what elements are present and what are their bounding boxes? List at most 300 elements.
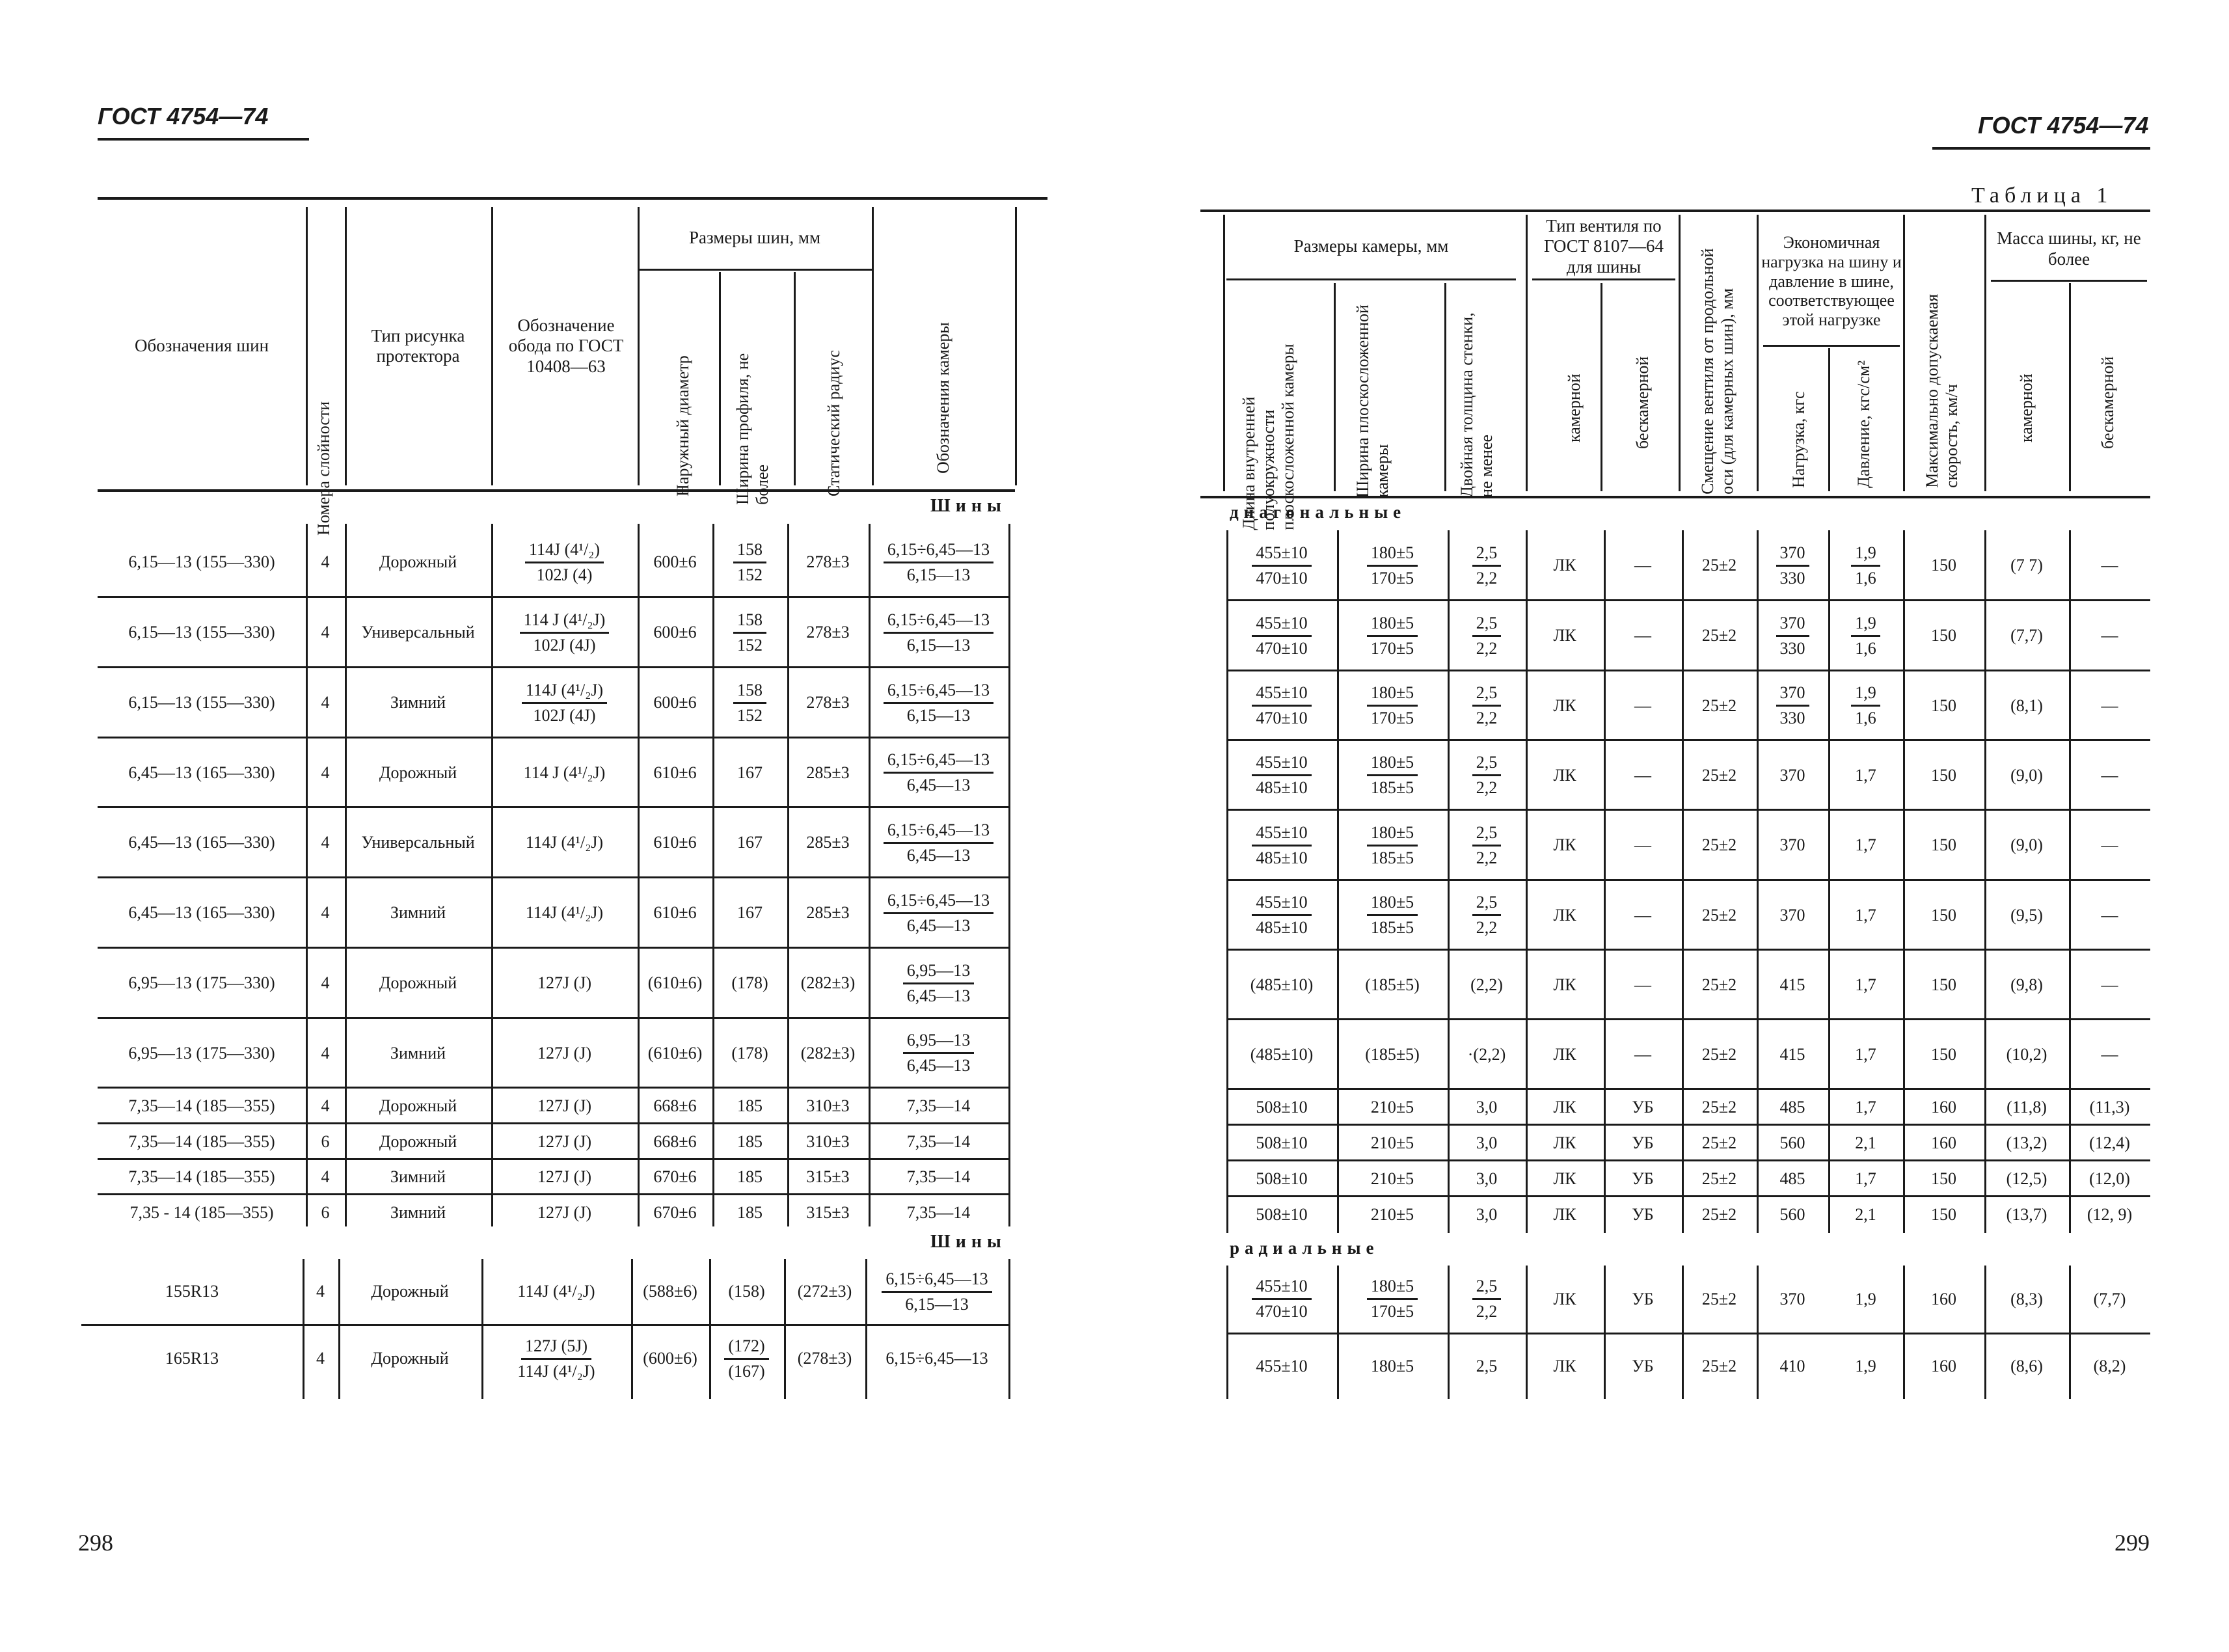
- row-tube: [869, 807, 1008, 878]
- right-header-rule: [1932, 147, 2150, 150]
- row-tread: Зимний: [390, 1043, 446, 1063]
- row-width: [712, 668, 787, 738]
- left-page-number: 298: [78, 1530, 113, 1556]
- row-rim-bottom: 102J (4): [536, 565, 593, 584]
- row-width: 167: [737, 903, 763, 923]
- radial-row-width: (158): [728, 1282, 765, 1301]
- row-wall-top: 2,5: [1472, 753, 1502, 776]
- right-section-label-1: диагональные: [1230, 502, 1407, 522]
- row-length-bottom: 485±10: [1256, 778, 1308, 797]
- row-speed: 150: [1931, 1204, 1956, 1224]
- row-length-top: 455±10: [1252, 823, 1311, 846]
- row-load: 485: [1779, 1097, 1805, 1117]
- row-valve-tube: ЛК: [1553, 835, 1576, 855]
- row-tube: 7,35—14: [906, 1096, 971, 1115]
- row-ply: 6: [321, 1131, 330, 1151]
- row-ply: 4: [321, 763, 330, 782]
- row-rim-top: 114J (4¹/₂): [525, 540, 604, 563]
- row-length: 508±10: [1256, 1133, 1308, 1152]
- row-ply: 4: [321, 623, 330, 642]
- row-wall-bottom: 2,2: [1476, 918, 1498, 937]
- row-wall-bottom: 2,2: [1476, 778, 1498, 797]
- col-header-tube: Обозначения камеры: [934, 322, 953, 474]
- col-header-static-radius: Статический радиус: [824, 350, 844, 496]
- row-wall: 3,0: [1476, 1204, 1498, 1224]
- row-flat-width-top: 180±5: [1367, 893, 1418, 916]
- row-flat-width: 210±5: [1370, 1169, 1414, 1188]
- row-speed: 150: [1931, 556, 1956, 575]
- row-valve-tube: ЛК: [1553, 1097, 1576, 1117]
- row-outer-diameter: 670±6: [653, 1202, 697, 1222]
- row-wall: ·(2,2): [1467, 1044, 1506, 1064]
- row-tube-bottom: 6,45—13: [906, 986, 971, 1005]
- table-label: Таблица 1: [1971, 183, 2113, 208]
- radial-row-mass-tubeless: (7,7): [2093, 1289, 2126, 1308]
- row-mass-tubeless: —: [2101, 835, 2118, 855]
- radial-row-width: [709, 1326, 784, 1391]
- row-rim: 114J (4¹/₂J): [525, 903, 604, 923]
- row-valve-tube: ЛК: [1553, 1204, 1576, 1224]
- row-rim-top: 114 J (4¹/₂J): [520, 610, 610, 634]
- row-pressure: 1,7: [1855, 765, 1876, 785]
- radial-row-flat-width: [1337, 1266, 1448, 1333]
- row-ply: 4: [321, 693, 330, 712]
- row-wall-top: 2,5: [1472, 543, 1502, 567]
- row-outer-diameter: 600±6: [653, 552, 697, 572]
- row-length-top: 455±10: [1252, 543, 1311, 567]
- row-wall: [1448, 601, 1526, 671]
- row-width: 185: [737, 1131, 763, 1151]
- row-valve-tubeless: —: [1634, 1044, 1651, 1064]
- row-pressure: [1828, 530, 1903, 601]
- row-rim: 114 J (4¹/₂J): [523, 763, 606, 782]
- radial-row-mass-tubeless: (8,2): [2093, 1357, 2126, 1376]
- col-header-tubeless: бескамерной: [1633, 356, 1653, 449]
- row-mass-tubeless: —: [2101, 556, 2118, 575]
- row-mass-tubeless: (12, 9): [2087, 1204, 2133, 1224]
- row-wall-bottom: 2,2: [1476, 709, 1498, 727]
- row-flat-width-bottom: 185±5: [1370, 918, 1414, 937]
- row-tube-top: 6,15÷6,45—13: [884, 750, 993, 774]
- row-width: (178): [731, 973, 768, 993]
- row-wall: [1448, 810, 1526, 880]
- row-load-bottom: 330: [1779, 568, 1805, 588]
- row-valve-tubeless: —: [1634, 905, 1651, 925]
- row-speed: 150: [1931, 696, 1956, 715]
- row-pressure: 2,1: [1855, 1133, 1876, 1152]
- row-offset: 25±2: [1701, 765, 1737, 785]
- row-static-radius: 278±3: [806, 623, 850, 642]
- row-rim-bottom: 102J (4J): [533, 705, 596, 725]
- row-outer-diameter: 610±6: [653, 833, 697, 852]
- row-designation: 6,45—13 (165—330): [128, 833, 275, 852]
- row-tread: Дорожный: [379, 973, 457, 993]
- row-load-top: 370: [1776, 543, 1809, 567]
- row-flat-width-top: 180±5: [1367, 614, 1418, 637]
- row-length: [1226, 740, 1337, 810]
- row-load: 370: [1779, 765, 1805, 785]
- row-mass-tubeless: —: [2101, 975, 2118, 994]
- left-section-label-1: Шины: [930, 496, 1006, 516]
- row-valve-tubeless: —: [1634, 696, 1651, 715]
- row-mass-tubeless: —: [2101, 905, 2118, 925]
- col-header-tube-sizes-group: Размеры камеры, мм: [1293, 236, 1449, 256]
- row-mass-tube: (9,5): [2010, 905, 2043, 925]
- row-flat-width-top: 180±5: [1367, 823, 1418, 846]
- row-tube: [869, 878, 1008, 948]
- row-valve-tube: ЛК: [1553, 1133, 1576, 1152]
- radial-row-mass-tube: (8,6): [2010, 1357, 2043, 1376]
- row-load-top: 370: [1776, 683, 1809, 707]
- row-designation: 6,95—13 (175—330): [128, 1043, 275, 1063]
- col-header-flat-width: Ширина плоскосложенной камеры: [1353, 305, 1392, 498]
- row-length: [1226, 530, 1337, 601]
- row-tube-bottom: 6,45—13: [906, 1056, 971, 1075]
- row-wall: 3,0: [1476, 1133, 1498, 1152]
- row-wall-top: 2,5: [1472, 823, 1502, 846]
- row-outer-diameter: 610±6: [653, 763, 697, 782]
- row-tube-bottom: 6,15—13: [906, 565, 971, 584]
- row-length-bottom: 470±10: [1256, 709, 1308, 727]
- row-width-top: 158: [733, 681, 766, 704]
- row-tread: Дорожный: [379, 1096, 457, 1115]
- row-rim: 114J (4¹/₂J): [525, 833, 604, 852]
- row-mass-tubeless: —: [2101, 626, 2118, 645]
- radial-row-valve-tube: ЛК: [1553, 1289, 1576, 1308]
- row-designation: 6,45—13 (165—330): [128, 903, 275, 923]
- row-offset: 25±2: [1701, 975, 1737, 994]
- row-length: [1226, 671, 1337, 740]
- row-designation: 7,35—14 (185—355): [128, 1131, 275, 1151]
- row-designation: 6,15—13 (155—330): [128, 693, 275, 712]
- row-length-top: 455±10: [1252, 753, 1311, 776]
- row-flat-width-top: 180±5: [1367, 753, 1418, 776]
- row-tube: 7,35—14: [906, 1202, 971, 1222]
- row-offset: 25±2: [1701, 1169, 1737, 1188]
- row-speed: 150: [1931, 905, 1956, 925]
- radial-row-designation: 165R13: [165, 1349, 219, 1368]
- radial-row-static-radius: (278±3): [797, 1349, 852, 1368]
- row-outer-diameter: 610±6: [653, 903, 697, 923]
- row-static-radius: 315±3: [806, 1167, 850, 1187]
- radial-row-outer-diameter: (588±6): [643, 1282, 697, 1301]
- row-load: [1757, 601, 1828, 671]
- row-mass-tubeless: (11,3): [2089, 1097, 2130, 1117]
- row-flat-width: (185±5): [1365, 975, 1420, 994]
- row-designation: 7,35 - 14 (185—355): [129, 1202, 274, 1222]
- radial-row-pressure: 1,9: [1855, 1357, 1876, 1376]
- radial-row-speed: 160: [1931, 1289, 1956, 1308]
- row-length: 508±10: [1256, 1169, 1308, 1188]
- radial-row-rim-bottom: 114J (4¹/₂J): [517, 1361, 595, 1381]
- row-tread: Универсальный: [361, 833, 475, 852]
- row-mass-tube: (9,0): [2010, 835, 2043, 855]
- row-outer-diameter: 668±6: [653, 1096, 697, 1115]
- row-mass-tube: (12,5): [2006, 1169, 2047, 1188]
- row-flat-width-bottom: 170±5: [1370, 709, 1414, 727]
- row-rim: 127J (J): [537, 1043, 592, 1063]
- row-flat-width-bottom: 170±5: [1370, 638, 1414, 658]
- row-static-radius: (282±3): [800, 1043, 856, 1063]
- row-mass-tube: (11,8): [2006, 1097, 2047, 1117]
- row-speed: 150: [1931, 975, 1956, 994]
- row-mass-tube: (13,2): [2006, 1133, 2047, 1152]
- row-rim: 127J (J): [537, 1167, 592, 1187]
- row-tube-top: 6,15÷6,45—13: [884, 820, 993, 844]
- row-ply: 6: [321, 1202, 330, 1222]
- right-page-number: 299: [2114, 1530, 2150, 1556]
- row-designation: 6,45—13 (165—330): [128, 763, 275, 782]
- row-wall-top: 2,5: [1472, 893, 1502, 916]
- row-flat-width: 210±5: [1370, 1133, 1414, 1152]
- radial-row-wall: 2,5: [1476, 1357, 1498, 1376]
- row-ply: 4: [321, 973, 330, 993]
- radial-row-rim: 114J (4¹/₂J): [517, 1282, 595, 1301]
- row-designation: 6,15—13 (155—330): [128, 552, 275, 572]
- row-tread: Дорожный: [379, 763, 457, 782]
- radial-row-offset: 25±2: [1701, 1357, 1737, 1376]
- row-pressure: 1,7: [1855, 1097, 1876, 1117]
- row-designation: 6,95—13 (175—330): [128, 973, 275, 993]
- col-header-rim: Обозначение обода по ГОСТ 10408—63: [508, 316, 624, 376]
- radial-row-length: 455±10: [1256, 1357, 1308, 1376]
- row-ply: 4: [321, 1043, 330, 1063]
- row-wall-bottom: 2,2: [1476, 848, 1498, 867]
- row-valve-tube: ЛК: [1553, 556, 1576, 575]
- row-tube-top: 6,15÷6,45—13: [884, 681, 993, 704]
- row-rim-top: 114J (4¹/₂J): [522, 681, 607, 704]
- col-header-length: Длина внутренней полуокружности плоскосложенной камеры: [1239, 344, 1297, 530]
- col-header-mass-group: Масса шины, кг, не более: [1997, 228, 2141, 269]
- row-mass-tube: (9,8): [2010, 975, 2043, 994]
- row-length: 508±10: [1256, 1204, 1308, 1224]
- row-flat-width: 210±5: [1370, 1204, 1414, 1224]
- row-valve-tubeless: —: [1634, 626, 1651, 645]
- row-mass-tube: (7,7): [2010, 626, 2043, 645]
- row-width: 167: [737, 763, 763, 782]
- row-load: 560: [1779, 1133, 1805, 1152]
- radial-row-tube-bottom: 6,15—13: [905, 1294, 969, 1314]
- row-offset: 25±2: [1701, 626, 1737, 645]
- row-pressure: 1,7: [1855, 1169, 1876, 1188]
- radial-row-outer-diameter: (600±6): [643, 1349, 697, 1368]
- radial-row-valve-tube: ЛК: [1553, 1357, 1576, 1376]
- row-load: 415: [1779, 975, 1805, 994]
- radial-row-offset: 25±2: [1701, 1289, 1737, 1308]
- row-designation: 6,15—13 (155—330): [128, 623, 275, 642]
- row-valve-tube: ЛК: [1553, 905, 1576, 925]
- radial-row-load: 410: [1779, 1357, 1805, 1376]
- radial-row-length: [1226, 1266, 1337, 1333]
- radial-row-flat-width-top: 180±5: [1367, 1277, 1418, 1300]
- row-offset: 25±2: [1701, 556, 1737, 575]
- row-static-radius: (282±3): [800, 973, 856, 993]
- row-offset: 25±2: [1701, 835, 1737, 855]
- radial-row-tread: Дорожный: [371, 1282, 449, 1301]
- row-ply: 4: [321, 552, 330, 572]
- radial-row-ply: 4: [316, 1282, 325, 1301]
- radial-row-wall-bottom: 2,2: [1476, 1302, 1498, 1321]
- row-pressure-top: 1,9: [1851, 543, 1880, 567]
- row-length: [1226, 601, 1337, 671]
- row-load-bottom: 330: [1779, 709, 1805, 727]
- row-speed: 150: [1931, 765, 1956, 785]
- radial-row-tube-top: 6,15÷6,45—13: [882, 1269, 992, 1293]
- row-width-bottom: 152: [737, 565, 763, 584]
- row-static-radius: 285±3: [806, 903, 850, 923]
- row-length-bottom: 470±10: [1256, 568, 1308, 588]
- radial-row-width-bottom: (167): [728, 1361, 765, 1381]
- row-mass-tubeless: (12,4): [2089, 1133, 2130, 1152]
- row-width: (178): [731, 1043, 768, 1063]
- row-outer-diameter: 670±6: [653, 1167, 697, 1187]
- row-offset: 25±2: [1701, 1097, 1737, 1117]
- row-wall: (2,2): [1470, 975, 1503, 994]
- right-page-header: ГОСТ 4754—74: [1978, 112, 2149, 139]
- row-width: [712, 597, 787, 668]
- row-static-radius: 278±3: [806, 552, 850, 572]
- radial-row-tube: [865, 1259, 1008, 1324]
- row-width-top: 158: [733, 610, 766, 634]
- col-header-pressure: Давление, кгс/см²: [1854, 360, 1874, 488]
- row-mass-tube: (9,0): [2010, 765, 2043, 785]
- row-flat-width-top: 180±5: [1367, 543, 1418, 567]
- row-tread: Зимний: [390, 903, 446, 923]
- row-mass-tube: (8,1): [2010, 696, 2043, 715]
- radial-row-flat-width: 180±5: [1370, 1357, 1414, 1376]
- row-flat-width: [1337, 601, 1448, 671]
- row-pressure-top: 1,9: [1851, 683, 1880, 707]
- row-ply: 4: [321, 833, 330, 852]
- row-rim: 127J (J): [537, 1202, 592, 1222]
- row-pressure: 1,7: [1855, 905, 1876, 925]
- col-header-tube-type: камерной: [1565, 373, 1584, 442]
- col-header-valve-group: Тип вентиля по ГОСТ 8107—64 для шины: [1543, 216, 1664, 277]
- row-valve-tubeless: УБ: [1632, 1097, 1654, 1117]
- row-flat-width: [1337, 880, 1448, 950]
- row-tube: [869, 738, 1008, 807]
- left-section-label-2: Шины: [930, 1232, 1006, 1252]
- row-flat-width: 210±5: [1370, 1097, 1414, 1117]
- row-rim: 127J (J): [537, 1131, 592, 1151]
- row-tread: Дорожный: [379, 1131, 457, 1151]
- row-rim: [491, 527, 638, 597]
- col-header-load: Нагрузка, кгс: [1789, 391, 1809, 488]
- col-header-tread: Тип рисунка протектора: [371, 325, 465, 366]
- row-tread: Зимний: [390, 1202, 446, 1222]
- row-flat-width: [1337, 810, 1448, 880]
- radial-row-flat-width-bottom: 170±5: [1370, 1302, 1414, 1321]
- row-speed: 150: [1931, 1044, 1956, 1064]
- row-length-top: 455±10: [1252, 683, 1311, 707]
- row-length-top: 455±10: [1252, 893, 1311, 916]
- row-load: 485: [1779, 1169, 1805, 1188]
- row-pressure: [1828, 601, 1903, 671]
- col-header-designation: Обозначения шин: [134, 336, 269, 356]
- row-offset: 25±2: [1701, 1133, 1737, 1152]
- row-designation: 7,35—14 (185—355): [128, 1167, 275, 1187]
- row-ply: 4: [321, 1096, 330, 1115]
- row-valve-tube: ЛК: [1553, 626, 1576, 645]
- row-load: [1757, 671, 1828, 740]
- row-tube-bottom: 6,15—13: [906, 705, 971, 725]
- left-page-header: ГОСТ 4754—74: [98, 103, 269, 129]
- row-mass-tubeless: —: [2101, 1044, 2118, 1064]
- row-wall: [1448, 740, 1526, 810]
- radial-row-static-radius: (272±3): [797, 1282, 852, 1301]
- radial-row-rim-top: 127J (5J): [521, 1336, 591, 1360]
- col-header-mass-tube: камерной: [2017, 373, 2036, 442]
- row-wall: [1448, 671, 1526, 740]
- radial-row-valve-tubeless: УБ: [1632, 1289, 1654, 1308]
- radial-row-designation: 155R13: [165, 1282, 219, 1301]
- row-tube: [869, 527, 1008, 597]
- row-wall: 3,0: [1476, 1097, 1498, 1117]
- row-flat-width: [1337, 671, 1448, 740]
- row-tread: Зимний: [390, 1167, 446, 1187]
- row-speed: 150: [1931, 1169, 1956, 1188]
- row-tube-bottom: 6,45—13: [906, 845, 971, 865]
- row-load-bottom: 330: [1779, 638, 1805, 658]
- row-tread: Универсальный: [361, 623, 475, 642]
- row-length: (485±10): [1250, 1044, 1314, 1064]
- radial-row-valve-tubeless: УБ: [1632, 1357, 1654, 1376]
- row-tube: [869, 948, 1008, 1018]
- row-offset: 25±2: [1701, 905, 1737, 925]
- row-load: 415: [1779, 1044, 1805, 1064]
- row-speed: 160: [1931, 1133, 1956, 1152]
- row-mass-tubeless: —: [2101, 765, 2118, 785]
- row-tube-top: 6,15÷6,45—13: [884, 891, 993, 914]
- row-valve-tube: ЛК: [1553, 1169, 1576, 1188]
- row-static-radius: 310±3: [806, 1096, 850, 1115]
- row-tube: 7,35—14: [906, 1167, 971, 1187]
- row-speed: 160: [1931, 1097, 1956, 1117]
- col-header-offset: Смещение вентиля от продольной оси (для камерных шин), мм: [1698, 248, 1736, 494]
- row-wall: 3,0: [1476, 1169, 1498, 1188]
- radial-row-length-top: 455±10: [1252, 1277, 1311, 1300]
- radial-row-tube: 6,15÷6,45—13: [885, 1349, 988, 1368]
- row-width: 185: [737, 1167, 763, 1187]
- left-header-rule: [98, 138, 309, 141]
- col-header-load-group: Экономичная нагрузка на шину и давление в шине, соответствующее этой нагрузке: [1761, 232, 1902, 330]
- col-header-outer-diameter: Наружный диаметр: [673, 355, 693, 496]
- row-rim: 127J (J): [537, 1096, 592, 1115]
- row-valve-tube: ЛК: [1553, 696, 1576, 715]
- row-offset: 25±2: [1701, 1044, 1737, 1064]
- row-tube-bottom: 6,45—13: [906, 776, 971, 794]
- row-valve-tube: ЛК: [1553, 765, 1576, 785]
- row-outer-diameter: 668±6: [653, 1131, 697, 1151]
- row-wall-bottom: 2,2: [1476, 568, 1498, 588]
- row-static-radius: 285±3: [806, 763, 850, 782]
- row-pressure: [1828, 671, 1903, 740]
- row-tread: Зимний: [390, 693, 446, 712]
- row-wall: [1448, 880, 1526, 950]
- row-pressure-bottom: 1,6: [1855, 709, 1876, 727]
- row-tube: [869, 597, 1008, 668]
- row-tube-top: 6,95—13: [903, 961, 975, 984]
- row-ply: 4: [321, 903, 330, 923]
- row-flat-width-bottom: 170±5: [1370, 568, 1414, 588]
- row-flat-width-top: 180±5: [1367, 683, 1418, 707]
- radial-row-load: 370: [1779, 1289, 1805, 1308]
- row-tube: [869, 1018, 1008, 1088]
- row-valve-tubeless: —: [1634, 835, 1651, 855]
- row-static-radius: 315±3: [806, 1202, 850, 1222]
- row-pressure: 1,7: [1855, 835, 1876, 855]
- row-tube-bottom: 6,45—13: [906, 915, 971, 935]
